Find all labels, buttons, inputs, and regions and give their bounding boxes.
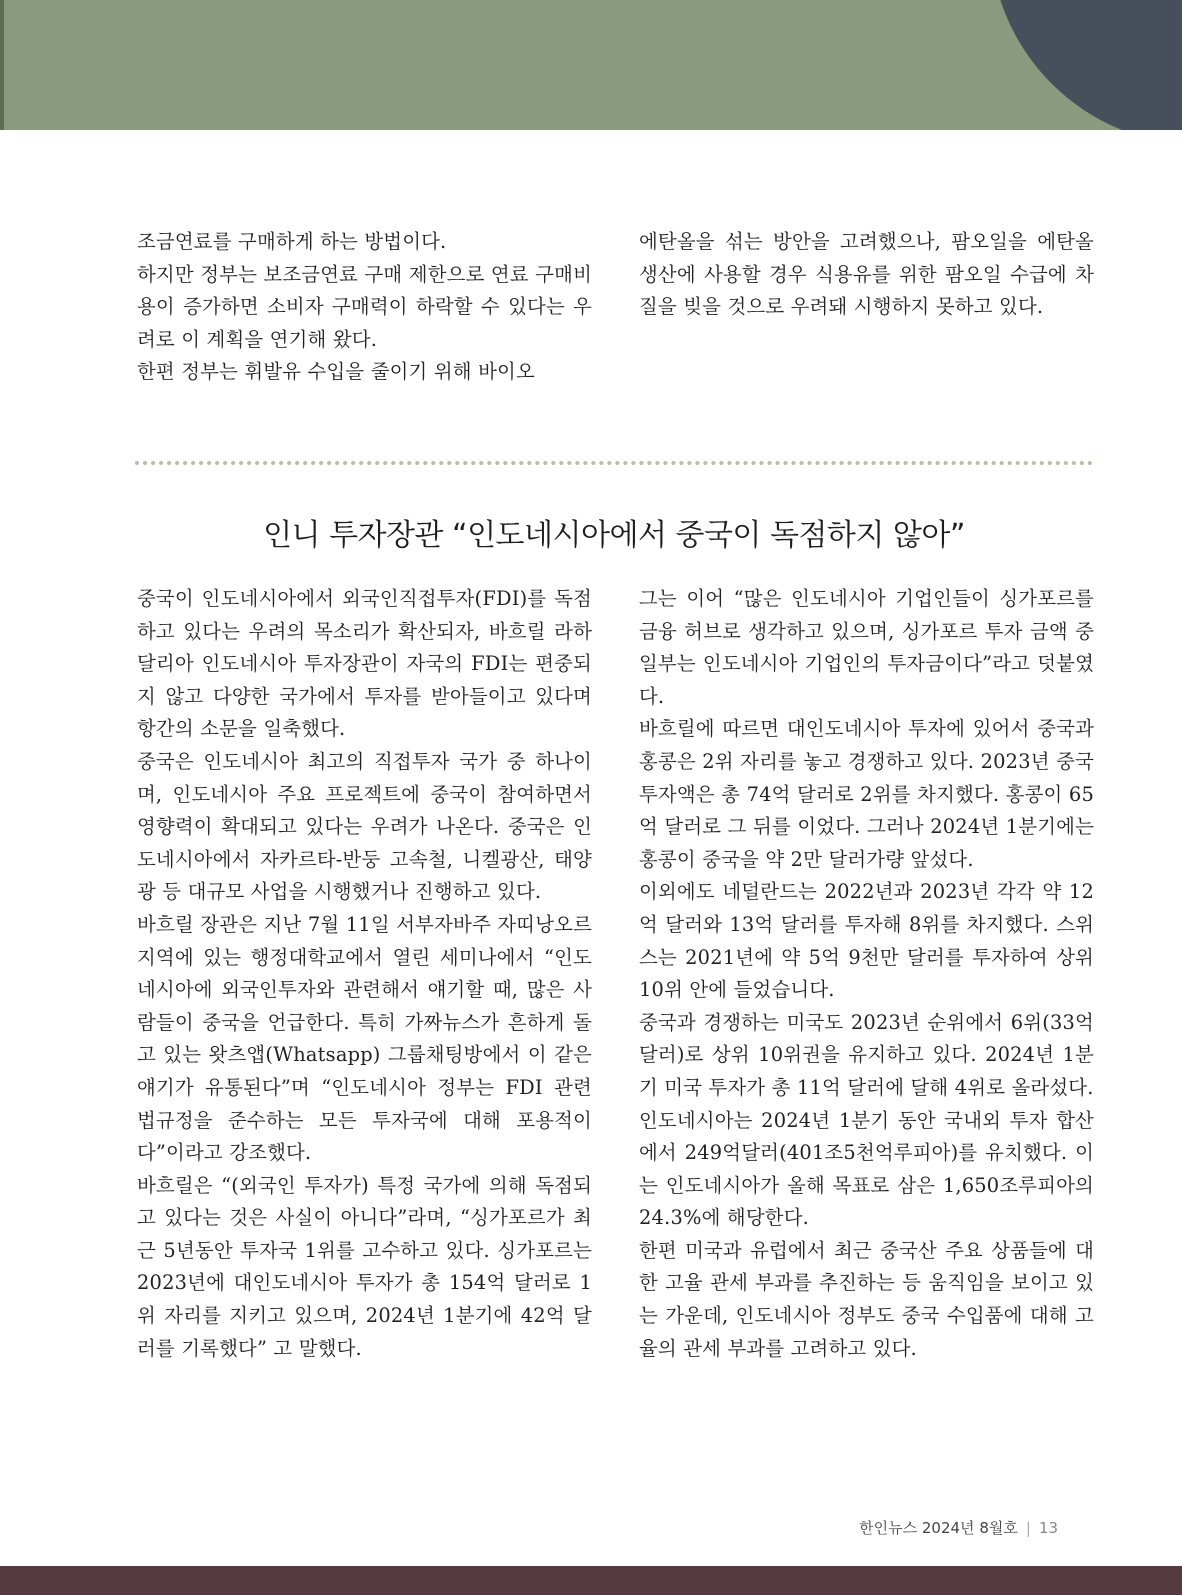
header-circle-decoration — [990, 0, 1182, 130]
paragraph: 한편 정부는 휘발유 수입을 줄이기 위해 바이오 — [137, 360, 535, 384]
article-left-column — [137, 583, 592, 1365]
page-number: 13 — [1038, 1519, 1058, 1537]
paragraph: 인도네시아는 2024년 1분기 동안 국내외 투자 합산에서 249억달러(401조5천억루피아)를 유치했다. 이는 인도네시아가 올해 목표로 삼은 1,650조루피아의 24.3%에 해당한다. — [639, 1108, 1094, 1230]
publication-name: 한인뉴스 2024년 8월호 — [859, 1519, 1018, 1537]
article-title: 인니 투자장관 “인도네시아에서 중국이 독점하지 않아” — [263, 518, 965, 553]
paragraph: 중국과 경쟁하는 미국도 2023년 순위에서 6위(33억 달러)로 상위 10위권을 유지하고 있다. 2024년 1분기 미국 투자가 총 11억 달러에 달해 4위로 올라섰다. — [639, 1010, 1094, 1099]
page-footer — [859, 1517, 1058, 1538]
paragraph: 하지만 정부는 보조금연료 구매 제한으로 연료 구매비용이 증가하면 소비자 구매력이 하락할 수 있다는 우려로 이 계획을 연기해 왔다. — [137, 262, 592, 351]
paragraph: 중국이 인도네시아에서 외국인직접투자(FDI)를 독점하고 있다는 우려의 목소리가 확산되자, 바흐릴 라하달리아 인도네시아 투자장관이 자국의 FDI는 편중되지 않고 다양한 국가에서 투자를 받아들이고 있다며 항간의 소문을 일축했다. — [137, 587, 592, 741]
paragraph: 이외에도 네덜란드는 2022년과 2023년 각각 약 12억 달러와 13억 달러를 투자해 8위를 차지했다. 스위스는 2021년에 약 5억 9천만 달러를 투자하여 상위 10위 안에 들었습니다. — [639, 880, 1094, 1002]
paragraph: 바흐릴 장관은 지난 7월 11일 서부자바주 자띠낭오르 지역에 있는 행정대학교에서 열린 세미나에서 “인도네시아에 외국인투자와 관련해서 얘기할 때, 많은 사람들이 중국을 언급한다. 특히 가짜뉴스가 흔하게 돌고 있는 왓츠앱(Whatsapp) 그룹채팅방에서 이 같은 얘기가 유통된다”며 “인도네시아 정부는 FDI 관련 법규정을 준수하는 모든 투자국에 대해 포용적이다”이라고 강조했다. — [137, 912, 592, 1165]
paragraph: 그는 이어 “많은 인도네시아 기업인들이 싱가포르를 금융 허브로 생각하고 있으며, 싱가포르 투자 금액 중 일부는 인도네시아 기업인의 투자금이다”라고 덧붙였다. — [639, 587, 1094, 708]
section-divider — [135, 461, 1093, 465]
article-right-column — [639, 583, 1094, 1365]
paragraph: 에탄올을 섞는 방안을 고려했으나, 팜오일을 에탄올 생산에 사용할 경우 식용유를 위한 팜오일 수급에 차질을 빚을 것으로 우려돼 시행하지 못하고 있다. — [639, 230, 1094, 319]
continued-text-left-column — [137, 226, 592, 389]
continued-text-right-column — [639, 226, 1094, 324]
footer-separator: | — [1025, 1519, 1031, 1537]
paragraph: 중국은 인도네시아 최고의 직접투자 국가 중 하나이며, 인도네시아 주요 프로젝트에 중국이 참여하면서 영향력이 확대되고 있다는 우려가 나온다. 중국은 인도네시아에서 자카르타-반둥 고속철, 니켈광산, 태양광 등 대규모 사업을 시행했거나 진행하고 있다. — [137, 749, 592, 904]
paragraph: 한편 미국과 유럽에서 최근 중국산 주요 상품들에 대한 고율 관세 부과를 추진하는 등 움직임을 보이고 있는 가운데, 인도네시아 정부도 중국 수입품에 대해 고율의 관세 부과를 고려하고 있다. — [639, 1238, 1094, 1360]
paragraph: 조금연료를 구매하게 하는 방법이다. — [137, 230, 447, 253]
paragraph: 바흐릴에 따르면 대인도네시아 투자에 있어서 중국과 홍콩은 2위 자리를 놓고 경쟁하고 있다. 2023년 중국 투자액은 총 74억 달러로 2위를 차지했다. 홍콩이 65억 달러로 그 뒤를 이었다. 그러나 2024년 1분기에는 홍콩이 중국을 약 2만 달러가량 앞섰다. — [639, 717, 1094, 871]
header-band — [0, 0, 1182, 130]
paragraph: 바흐릴은 “(외국인 투자가) 특정 국가에 의해 독점되고 있다는 것은 사실이 아니다”라며, “싱가포르가 최근 5년동안 투자국 1위를 고수하고 있다. 싱가포르는 2023년에 대인도네시아 투자가 총 154억 달러로 1위 자리를 지키고 있으며, 2024년 1분기에 42억 달러를 기록했다” 고 말했다. — [137, 1173, 592, 1360]
header-left-rule — [0, 0, 4, 130]
footer-band — [0, 1566, 1182, 1595]
